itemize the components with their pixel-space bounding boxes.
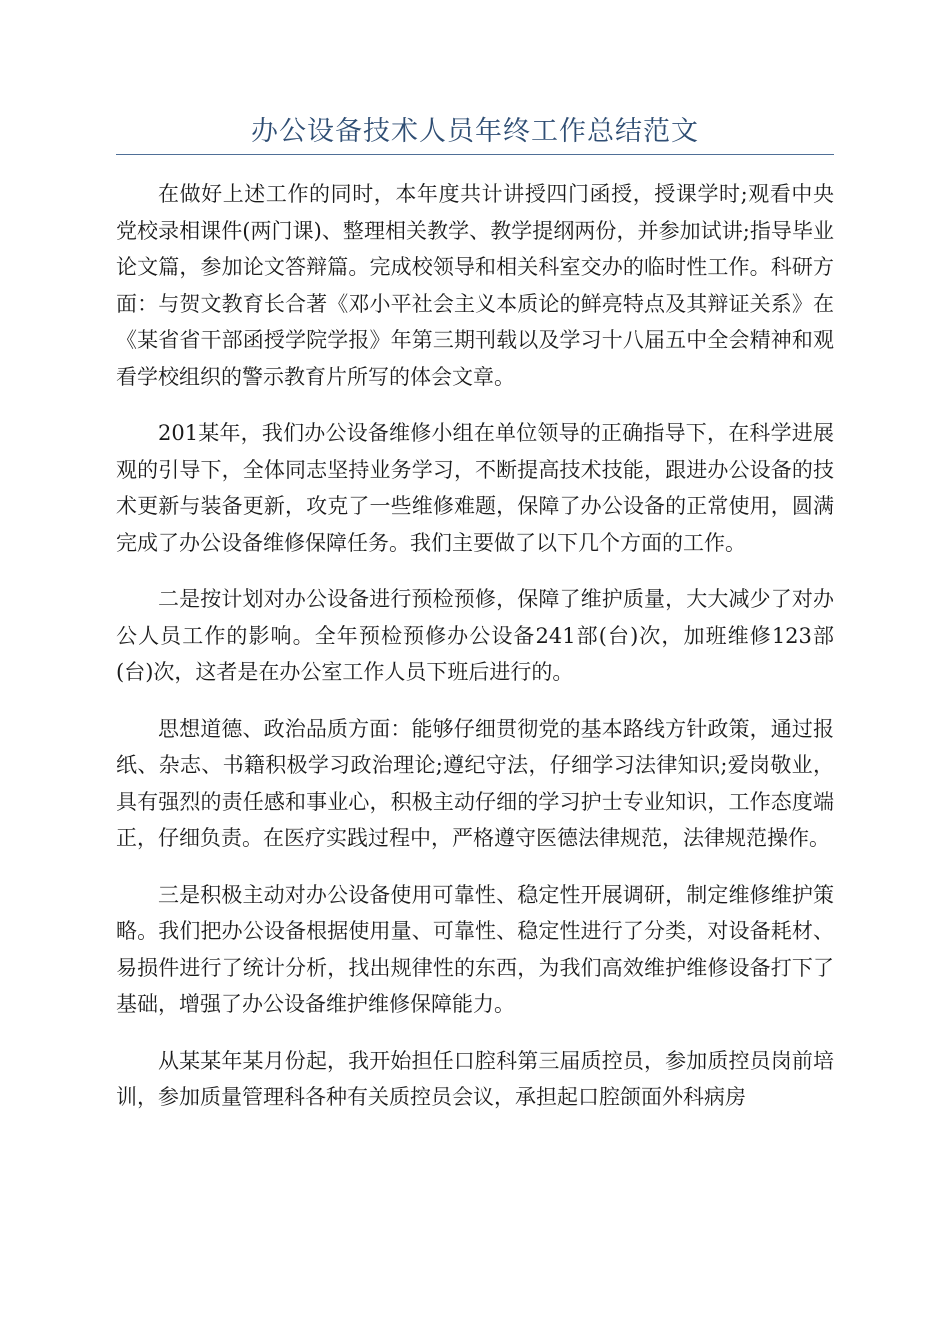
title-underline <box>116 154 834 155</box>
document-body <box>116 176 834 1136</box>
document-title: 办公设备技术人员年终工作总结范文 <box>251 116 699 147</box>
paragraph-4: 思想道德、政治品质方面：能够仔细贯彻党的基本路线方针政策，通过报纸、杂志、书籍积极学习政治理论;遵纪守法，仔细学习法律知识;爱岗敬业，具有强烈的责任感和事业心，积极主动仔细的学习护士专业知识，工作态度端正，仔细负责。在医疗实践过程中，严格遵守医德法律规范，法律规范操作。 <box>116 716 834 850</box>
paragraph-6: 从某某年某月份起，我开始担任口腔科第三届质控员，参加质控员岗前培训，参加质量管理科各种有关质控员会议，承担起口腔颌面外科病房 <box>116 1048 834 1109</box>
paragraph-1: 在做好上述工作的同时，本年度共计讲授四门函授，授课学时;观看中央党校录相课件(两门课)、整理相关教学、教学提纲两份，并参加试讲;指导毕业论文篇，参加论文答辩篇。完成校领导和相关科室交办的临时性工作。科研方面：与贺文教育长合著《邓小平社会主义本质论的鲜亮特点及其辩证关系》在《某省省干部函授学院学报》年第三期刊载以及学习十八届五中全会精神和观看学校组织的警示教育片所写的体会文章。 <box>116 182 834 389</box>
paragraph-2: 201某年，我们办公设备维修小组在单位领导的正确指导下，在科学进展观的引导下，全体同志坚持业务学习，不断提高技术技能，跟进办公设备的技术更新与装备更新，攻克了一些维修难题，保障了办公设备的正常使用，圆满完成了办公设备维修保障任务。我们主要做了以下几个方面的工作。 <box>116 421 834 555</box>
paragraph-5: 三是积极主动对办公设备使用可靠性、稳定性开展调研，制定维修维护策略。我们把办公设备根据使用量、可靠性、稳定性进行了分类，对设备耗材、易损件进行了统计分析，找出规律性的东西，为我们高效维护维修设备打下了基础，增强了办公设备维护维修保障能力。 <box>116 882 834 1016</box>
paragraph-3: 二是按计划对办公设备进行预检预修，保障了维护质量，大大减少了对办公人员工作的影响。全年预检预修办公设备241部(台)次，加班维修123部(台)次，这者是在办公室工作人员下班后进行的。 <box>116 587 834 684</box>
